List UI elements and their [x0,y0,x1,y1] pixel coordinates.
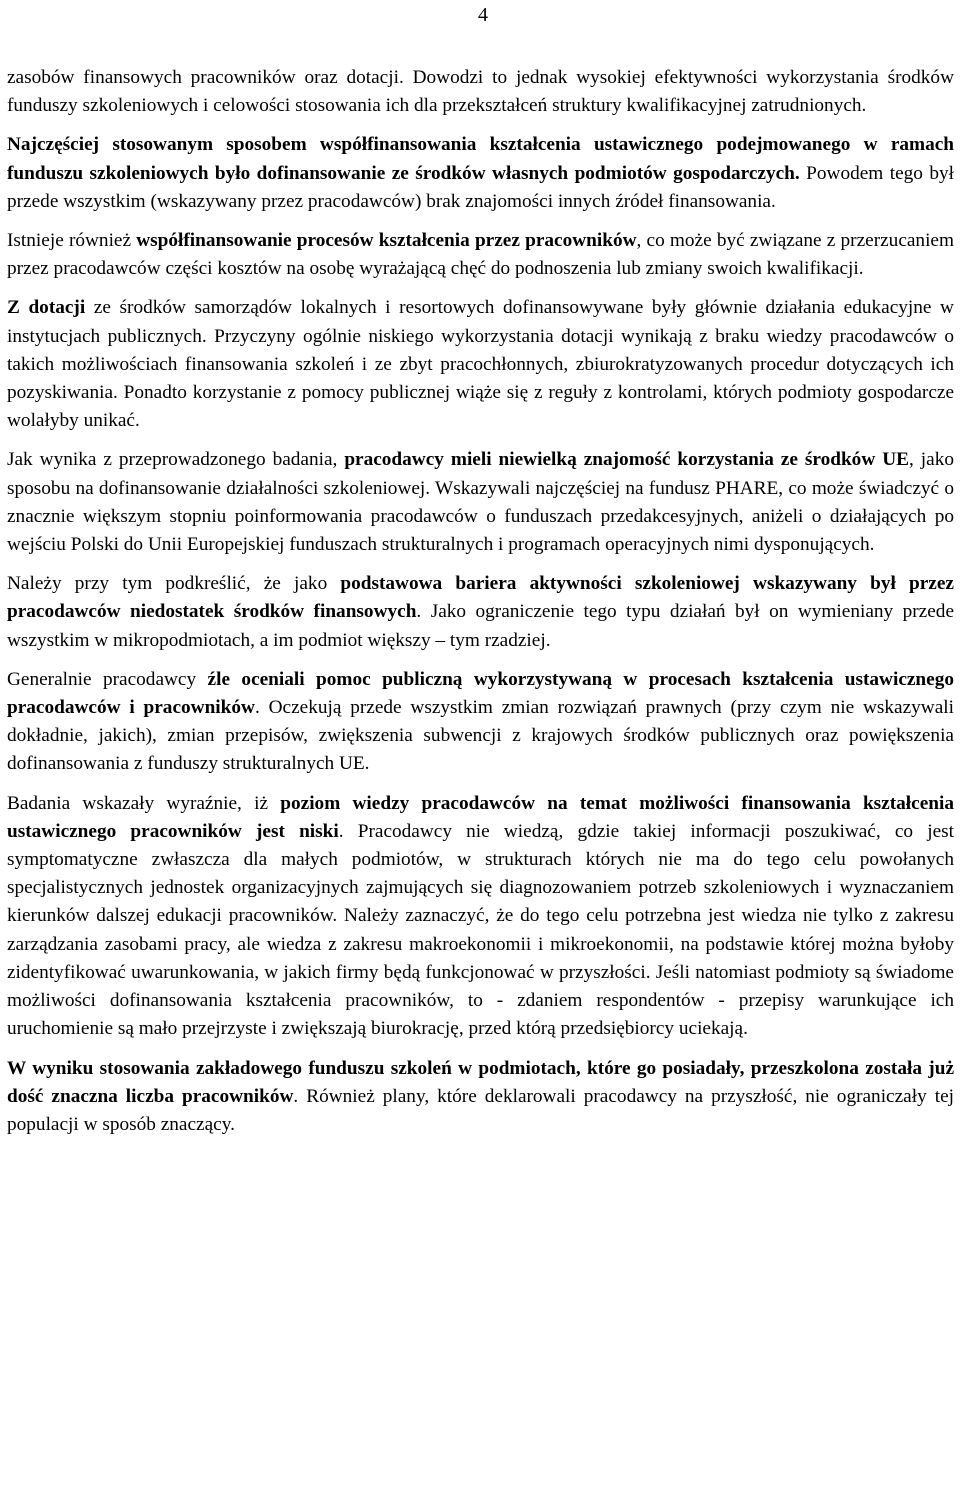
text-run: ze środków samorządów lokalnych i resortowych dofinansowywane były głównie działania edukacyjne w instytucjach publicznych. Przyczyny ogólnie niskiego wykorzystania dotacji wynikają z braku wiedzy pracodawców o takich możliwościach finansowania szkoleń i ze zbyt pracochłonnych, zbiurokratyzowanych procedur dotyczących ich pozyskiwania. Ponadto korzystanie z pomocy publicznej wiąże się z reguły z kontrolami, których podmioty gospodarcze wolałyby unikać. [7,297,954,432]
paragraph [7,131,954,216]
text-run: , co może być związane z przerzucaniem przez pracodawców części kosztów na osobę wyrażającą chęć do podnoszenia lub zmiany swoich kwalifikacji. [7,230,954,280]
paragraph [7,790,954,1044]
paragraph [7,64,954,120]
paragraph [7,666,954,779]
paragraph [7,294,954,435]
text-run: Istnieje również [7,230,137,252]
text-run: Powodem tego był przede wszystkim (wskazywany przez pracodawców) brak znajomości innych źródeł finansowania. [7,162,954,212]
text-run: Jak wynika z przeprowadzonego badania, [7,449,345,471]
text-run: . Oczekują przede wszystkim zmian rozwiązań prawnych (przy czym nie wskazywali dokładnie, jakich), zmian przepisów, zwiększenia subwencji z krajowych środków publicznych oraz powiększenia dofinansowania z funduszy strukturalnych UE. [7,697,954,775]
paragraph [7,227,954,283]
text-run: , jako sposobu na dofinansowanie działalności szkoleniowej. Wskazywali najczęściej na fundusz PHARE, co może świadczyć o znacznie większym stopniu poinformowania pracodawców o funduszach przedakcesyjnych, aniżeli o działających po wejściu Polski do Unii Europejskiej funduszach strukturalnych i programach operacyjnych nimi dysponujących. [7,449,954,556]
text-run: . Jako ograniczenie tego typu działań był on wymieniany przede wszystkim w mikropodmiotach, a im podmiot większy – tym rzadziej. [7,601,954,651]
bold-text-run: pracodawcy mieli niewielką znajomość korzystania ze środków UE [344,449,909,471]
text-run: Należy przy tym podkreślić, że jako [7,573,341,595]
bold-text-run: źle oceniali pomoc publiczną wykorzystywaną w procesach kształcenia ustawicznego pracodawców i pracowników [7,668,954,719]
bold-text-run: podstawowa bariera aktywności szkoleniowej wskazywany był przez pracodawców niedostatek środków finansowych [7,573,954,623]
bold-text-run: poziom wiedzy pracodawców na temat możliwości finansowania kształcenia ustawicznego pracowników jest niski [7,792,954,842]
bold-text-run: Najczęściej stosowanym sposobem współfinansowania kształcenia ustawicznego podejmowanego w ramach funduszu szkoleniowych było dofinansowanie ze środków własnych podmiotów gospodarczych. [7,134,954,184]
text-run: . Również plany, które deklarowali pracodawcy na przyszłość, nie ograniczały tej populacji w sposób znaczący. [7,1085,954,1135]
text-run: . Pracodawcy nie wiedzą, gdzie takiej informacji poszukiwać, co jest symptomatyczne zwłaszcza dla małych podmiotów, w strukturach których nie ma do tego celu powołanych specjalistycznych jednostek organizacyjnych zajmujących się diagnozowaniem potrzeb szkoleniowych i wyznaczaniem kierunków dalszej edukacji pracowników. Należy zaznaczyć, że do tego celu potrzebna jest wiedza nie tylko z zakresu zarządzania zasobami pracy, ale wiedza z zakresu makroekonomii i mikroekonomii, na podstawie której można byłoby zidentyfikować uwarunkowania, w jakich firmy będą funkcjonować w przyszłości. Jeśli natomiast podmioty są świadome możliwości dofinansowania kształcenia pracowników, to - zdaniem respondentów - przepisy warunkujące ich uruchomienie są mało przejrzyste i zwiększają biurokrację, przed którą przedsiębiorcy uciekają. [7,820,954,1040]
page-number: 4 [478,4,488,26]
bold-text-run: Z dotacji [7,297,86,319]
paragraph [7,446,954,559]
paragraph [7,1055,954,1140]
paragraph [7,570,954,655]
bold-text-run: współfinansowanie procesów kształcenia przez pracowników [136,230,637,252]
bold-text-run: W wyniku stosowania zakładowego funduszu szkoleń w podmiotach, które go posiadały, przeszkolona została już dość znaczna liczba pracowników [7,1057,954,1107]
text-run: Badania wskazały wyraźnie, iż [7,792,281,814]
text-run: zasobów finansowych pracowników oraz dotacji. Dowodzi to jednak wysokiej efektywności wykorzystania środków funduszy szkoleniowych i celowości stosowania ich dla przekształceń struktury kwalifikacyjnej zatrudnionych. [7,67,954,117]
document-body [7,64,954,1139]
text-run: Generalnie pracodawcy [7,668,208,690]
